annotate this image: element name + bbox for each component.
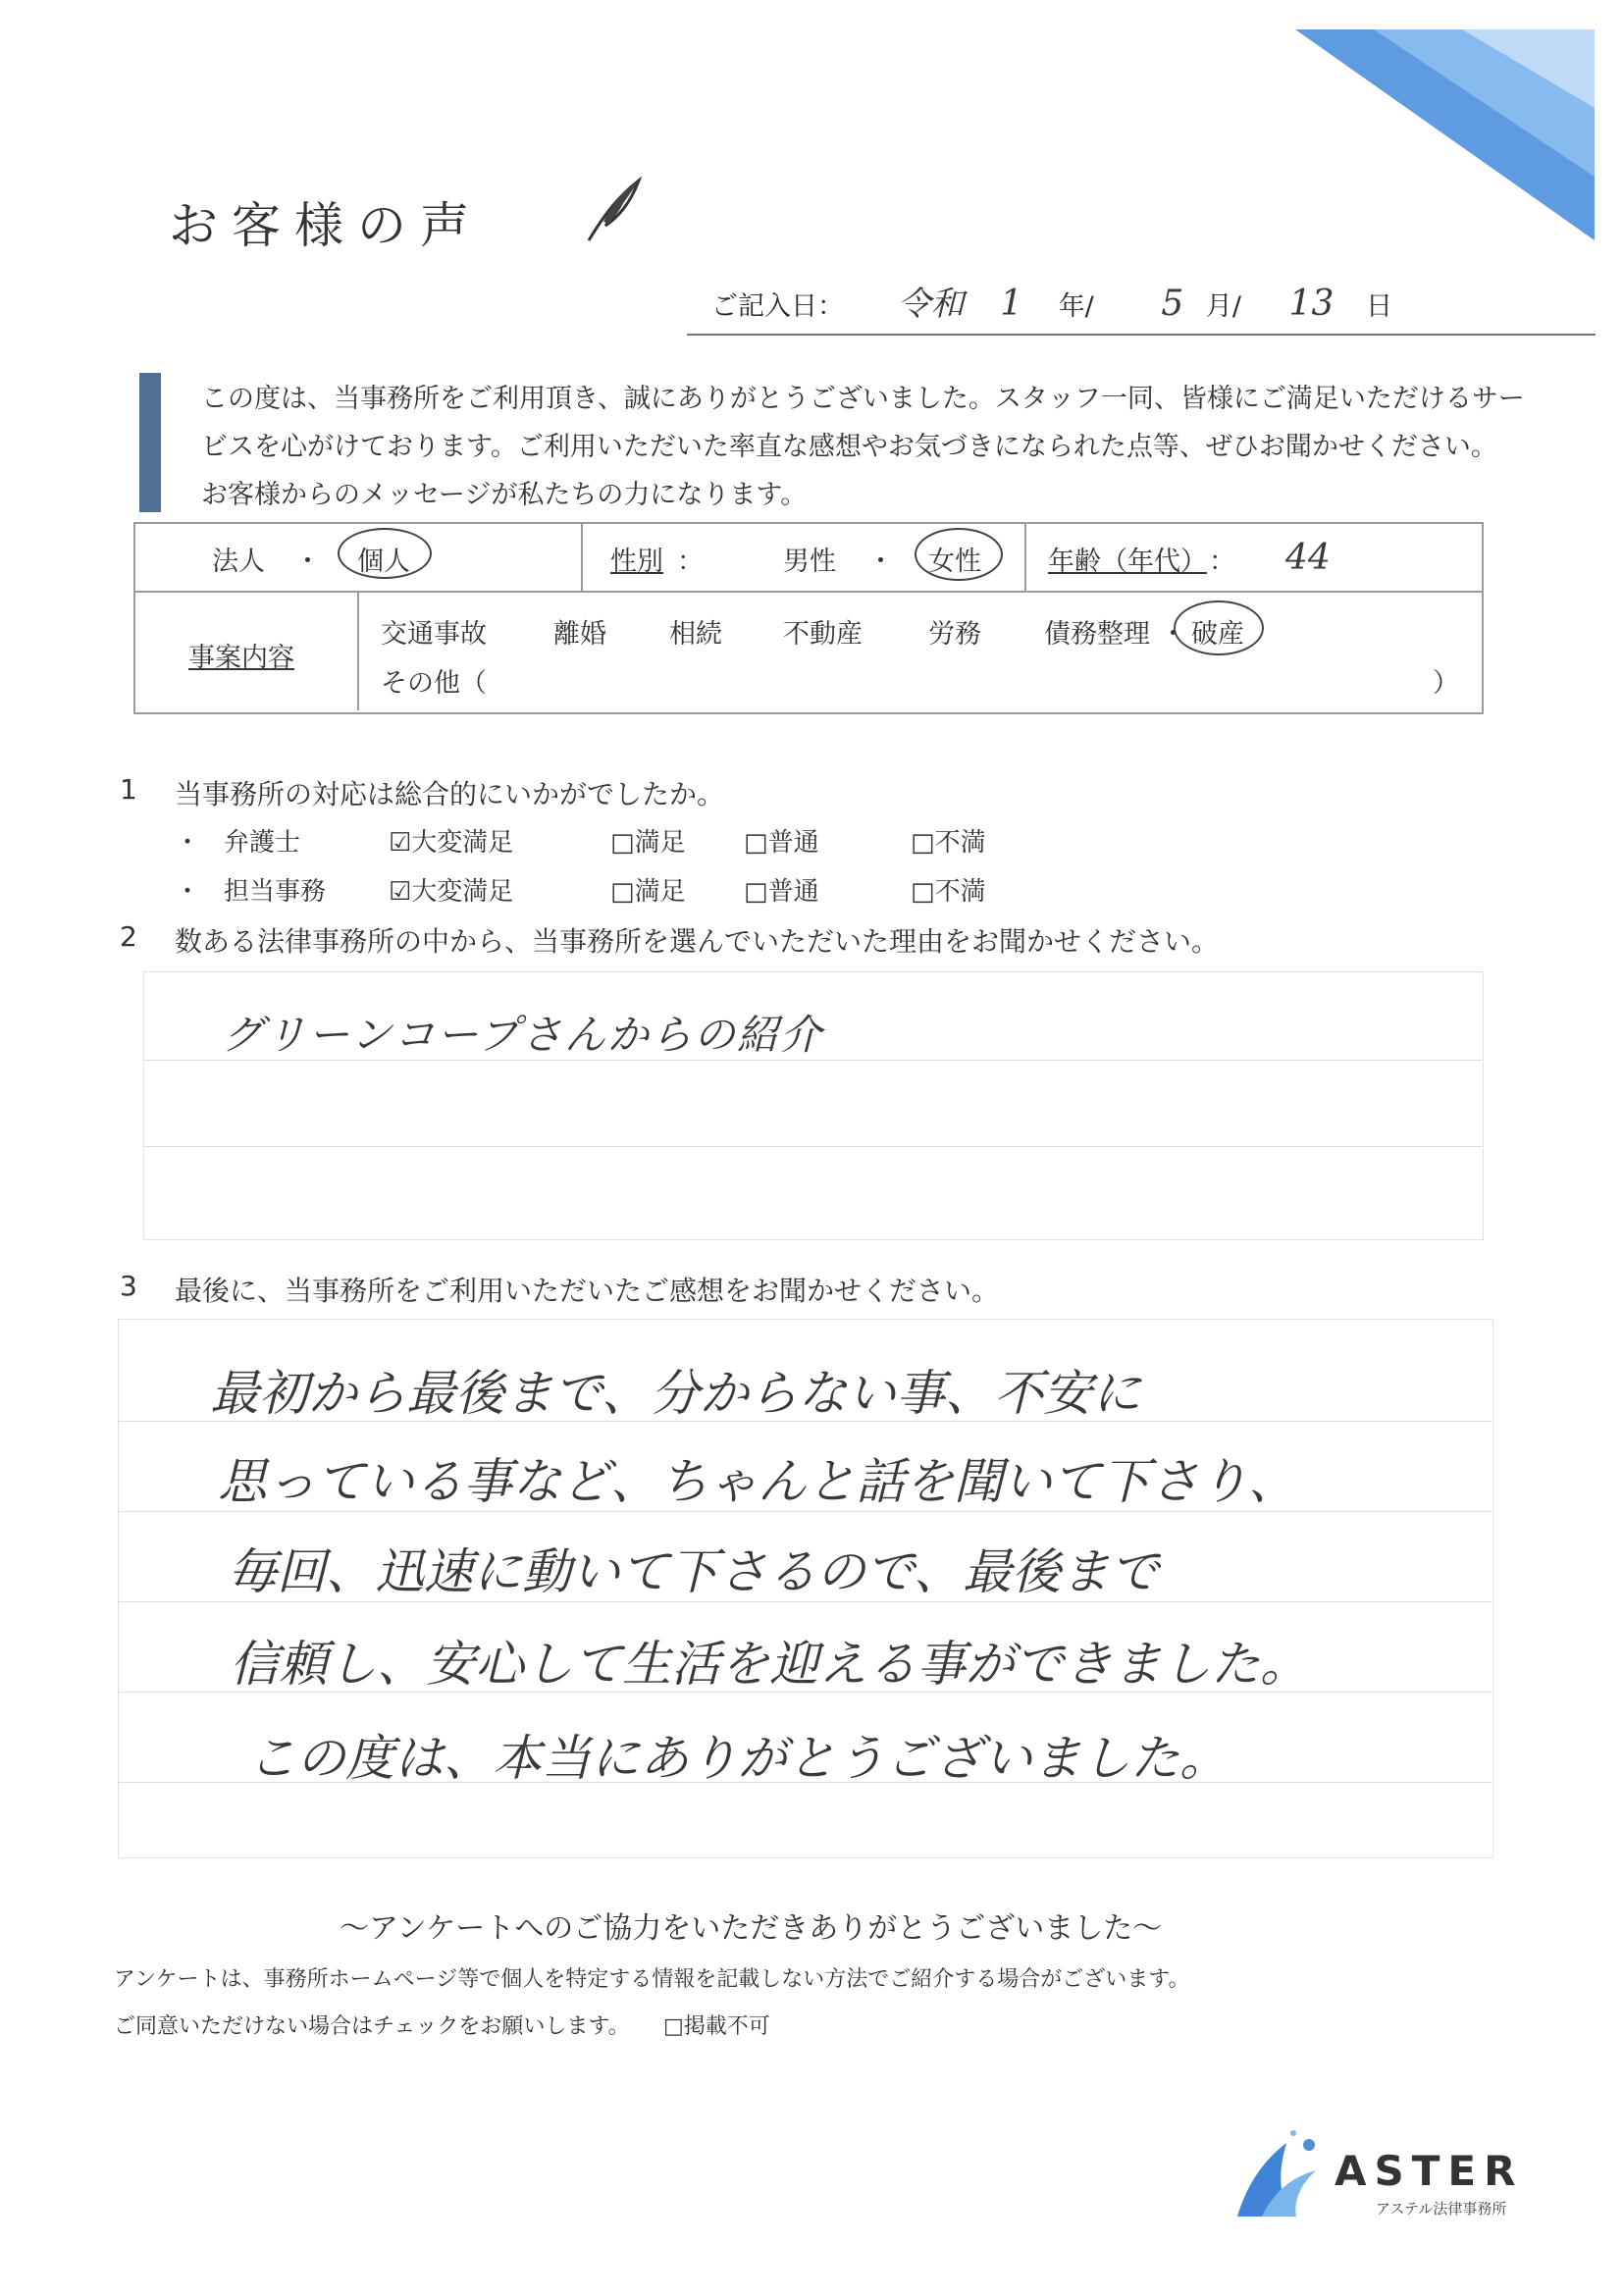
date-label: ご記入日： [711, 291, 844, 322]
option-very-satisfied: ☑大変満足 [389, 828, 514, 858]
option-very-satisfied: ☑大変満足 [389, 877, 514, 907]
q3-answer-line-5: この度は、本当にありがとうございました。 [247, 1730, 1229, 1787]
gender-colon: ： [677, 547, 704, 577]
case-option-realestate: 不動産 [783, 619, 863, 650]
option-dissatisfied: □不満 [911, 828, 986, 858]
case-option-bankruptcy: 破産 [1191, 619, 1244, 650]
female-selected-circle [915, 528, 1003, 581]
date-day: 13 [1288, 284, 1335, 324]
row-label: 担当事務 [224, 877, 327, 907]
date-era: 令和 [897, 285, 965, 324]
case-col-divider [357, 591, 359, 710]
age-colon: ： [1209, 547, 1235, 577]
profile-col-divider-2 [1024, 522, 1026, 593]
q3-text: 最後に、当事務所をご利用いただいたご感想をお聞かせください。 [175, 1275, 1000, 1307]
q1-text: 当事務所の対応は総合的にいかがでしたか。 [175, 778, 725, 810]
brand-name: ASTER [1335, 2147, 1524, 2195]
case-dot: ・ [1160, 619, 1186, 650]
date-month: 5 [1161, 284, 1184, 324]
q3-answer-line-2: 思っている事など、ちゃんと話を聞いて下さり、 [218, 1453, 1297, 1510]
individual-selected-circle [338, 528, 432, 579]
date-year-unit: 年/ [1058, 291, 1094, 322]
individual-option: 個人 [357, 547, 410, 577]
corner-decoration [1266, 20, 1599, 245]
case-option-divorce: 離婚 [553, 619, 606, 650]
q2-number: 2 [120, 920, 137, 953]
case-other-close: ） [1433, 668, 1459, 699]
option-normal: □普通 [744, 877, 819, 907]
row-label: 弁護士 [224, 828, 301, 858]
date-underline [687, 334, 1596, 336]
option-satisfied: □満足 [610, 828, 686, 858]
q3-answer-line-4: 信頼し、安心して生活を迎える事ができました。 [230, 1636, 1309, 1693]
q2-answer: グリーンコープさんからの紹介 [222, 1011, 824, 1059]
date-day-unit: 日 [1366, 291, 1392, 322]
age-label: 年齢（年代） [1048, 547, 1207, 577]
case-option-labor: 労務 [928, 619, 981, 650]
bullet: ・ [175, 828, 201, 858]
date-month-unit: 月/ [1205, 291, 1241, 322]
q3-answer-line-1: 最初から最後まで、分からない事、不安に [210, 1365, 1141, 1422]
date-row [711, 277, 1392, 325]
footer-note-2: ご同意いただけない場合はチェックをお願いします。 [114, 2014, 630, 2039]
date-year: 1 [1000, 284, 1023, 324]
intro-text: この度は、当事務所をご利用頂き、誠にありがとうございました。スタッフ一同、皆様にご満足いただけるサービスを心がけております。ご利用いただいた率直な感想やお気づきになられた点等、ぜひお聞かせください。 お客様からのメッセージが私たちの力になります。 [201, 384, 1525, 510]
corp-option: 法人 [212, 547, 265, 577]
gender-label: 性別 [610, 547, 663, 577]
footer-note-1: アンケートは、事務所ホームページ等で個人を特定する情報を記載しない方法でご紹介する場合がございます。 [114, 1967, 1190, 1992]
q3-answer-line-3: 毎回、迅速に動いて下さるので、最後まで [228, 1543, 1159, 1600]
case-label: 事案内容 [188, 643, 294, 673]
q1-row-lawyer [175, 822, 986, 859]
profile-col-divider-1 [581, 522, 583, 593]
male-option: 男性 [783, 547, 836, 577]
footer-thanks: ～アンケートへのご協力をいただきありがとうございました～ [340, 1911, 1163, 1946]
page-title: お客様の声 [169, 197, 483, 254]
case-option-debt: 債務整理 [1044, 619, 1150, 650]
q1-number: 1 [120, 773, 137, 806]
female-option: 女性 [928, 547, 981, 577]
intro-accent-bar [139, 373, 161, 512]
option-dissatisfied: □不満 [911, 877, 986, 907]
quill-icon [584, 177, 643, 245]
option-normal: □普通 [744, 828, 819, 858]
profile-dot-2: ・ [867, 547, 894, 577]
bullet: ・ [175, 877, 201, 907]
profile-dot-1: ・ [294, 547, 321, 577]
q2-rule-2 [143, 1146, 1482, 1147]
q3-number: 3 [120, 1270, 137, 1302]
age-value: 44 [1285, 538, 1331, 578]
q1-row-staff [175, 871, 986, 908]
no-publish-checkbox[interactable]: □掲載不可 [663, 2014, 770, 2039]
brand-subname: アステル法律事務所 [1376, 2200, 1507, 2218]
case-option-inheritance: 相続 [669, 619, 722, 650]
case-option-traffic: 交通事故 [381, 619, 487, 650]
case-other-label: その他（ [381, 668, 487, 699]
profile-row-divider [133, 591, 1482, 593]
q2-text: 数ある法律事務所の中から、当事務所を選んでいただいた理由をお聞かせください。 [175, 925, 1220, 958]
option-satisfied: □満足 [610, 877, 686, 907]
bankruptcy-selected-circle [1174, 600, 1264, 655]
aster-logo-icon [1223, 2123, 1331, 2231]
